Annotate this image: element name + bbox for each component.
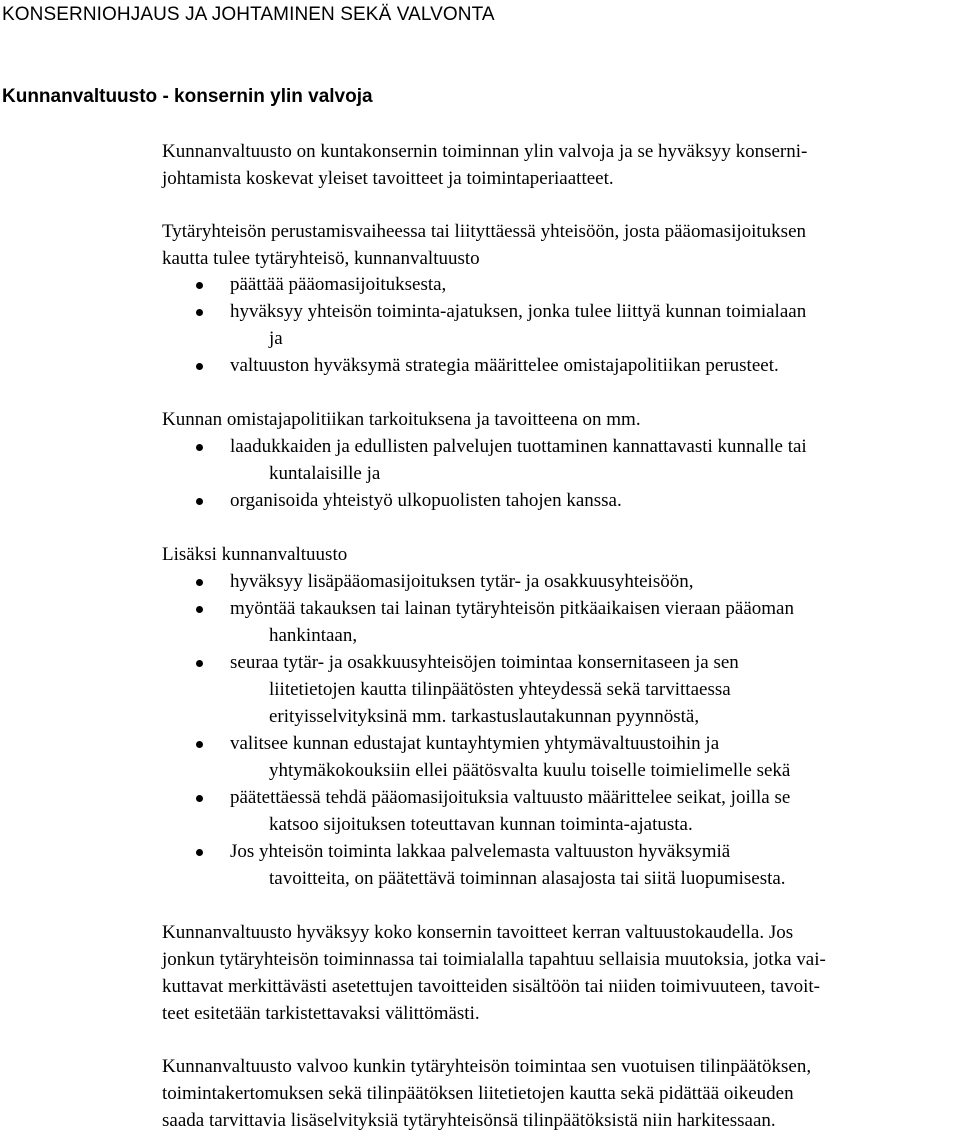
bullet-icon [196,579,203,586]
list-item: hyväksyy yhteisön toiminta-ajatuksen, jonka tulee liittyä kunnan toimialaan [230,301,807,322]
list-item: organisoida yhteistyö ulkopuolisten tahojen kanssa. [230,490,622,511]
list-item-continuation: yhtymäkokouksiin ellei päätösvalta kuulu toiselle toimielimelle sekä [269,760,791,781]
list-item-continuation: katsoo sijoituksen toteuttavan kunnan toiminta-ajatusta. [269,814,693,835]
monitoring-line: saada tarvittavia lisäselvityksiä tytäryhteisönsä tilinpäätöksistä niin harkitessaan. [162,1110,776,1131]
list-item-continuation: hankintaan, [269,625,358,646]
approval-line: teet esitetään tarkistettavaksi välittömästi. [162,1003,480,1024]
list-item: laadukkaiden ja edullisten palvelujen tuottaminen kannattavasti kunnalle tai [230,436,807,457]
list-item-continuation: tavoitteita, on päätettävä toiminnan alasajosta tai siitä luopumisesta. [269,868,786,889]
list-item: myöntää takauksen tai lainan tytäryhteisön pitkäaikaisen vieraan pääoman [230,598,794,619]
bullet-icon [196,849,203,856]
ownership-intro: Kunnan omistajapolitiikan tarkoituksena ja tavoitteena on mm. [162,409,641,430]
bullet-icon [196,741,203,748]
founding-line: kautta tulee tytäryhteisö, kunnanvaltuusto [162,248,480,269]
founding-line: Tytäryhteisön perustamisvaiheessa tai liityttäessä yhteisöön, josta pääomasijoituksen [162,221,807,242]
approval-line: Kunnanvaltuusto hyväksyy koko konsernin tavoitteet kerran valtuustokaudella. Jos [162,922,794,943]
intro-line: johtamista koskevat yleiset tavoitteet ja toimintaperiaatteet. [162,168,614,189]
list-item-continuation: liitetietojen kautta tilinpäätösten yhteydessä sekä tarvittaessa [269,679,731,700]
section-heading: Kunnanvaltuusto - konsernin ylin valvoja [2,86,373,107]
list-item: seuraa tytär- ja osakkuusyhteisöjen toimintaa konsernitaseen ja sen [230,652,739,673]
list-item: päättää pääomasijoituksesta, [230,274,447,295]
list-item-continuation: ja [269,328,283,349]
bullet-icon [196,795,203,802]
list-item: päätettäessä tehdä pääomasijoituksia valtuusto määrittelee seikat, joilla se [230,787,791,808]
list-item: Jos yhteisön toiminta lakkaa palvelemasta valtuuston hyväksymiä [230,841,731,862]
bullet-icon [196,606,203,613]
bullet-icon [196,363,203,370]
bullet-icon [196,498,203,505]
bullet-icon [196,282,203,289]
approval-line: jonkun tytäryhteisön toiminnassa tai toimialalla tapahtuu sellaisia muutoksia, jotka vai- [162,949,826,970]
list-item-continuation: kuntalaisille ja [269,463,381,484]
additional-intro: Lisäksi kunnanvaltuusto [162,544,348,565]
monitoring-line: Kunnanvaltuusto valvoo kunkin tytäryhteisön toimintaa sen vuotuisen tilinpäätöksen, [162,1056,812,1077]
bullet-icon [196,660,203,667]
bullet-icon [196,309,203,316]
monitoring-line: toimintakertomuksen sekä tilinpäätöksen liitetietojen kautta sekä pidättää oikeuden [162,1083,794,1104]
list-item: valtuuston hyväksymä strategia määrittelee omistajapolitiikan perusteet. [230,355,779,376]
list-item-continuation: erityisselvityksinä mm. tarkastuslautakunnan pyynnöstä, [269,706,700,727]
approval-line: kuttavat merkittävästi asetettujen tavoitteiden sisältöön tai niiden toimivuuteen, tavoit- [162,976,820,997]
bullet-icon [196,444,203,451]
list-item: hyväksyy lisäpääomasijoituksen tytär- ja osakkuusyhteisöön, [230,571,694,592]
page-title: KONSERNIOHJAUS JA JOHTAMINEN SEKÄ VALVONTA [2,4,495,25]
intro-line: Kunnanvaltuusto on kuntakonsernin toiminnan ylin valvoja ja se hyväksyy konserni- [162,141,808,162]
list-item: valitsee kunnan edustajat kuntayhtymien yhtymävaltuustoihin ja [230,733,720,754]
